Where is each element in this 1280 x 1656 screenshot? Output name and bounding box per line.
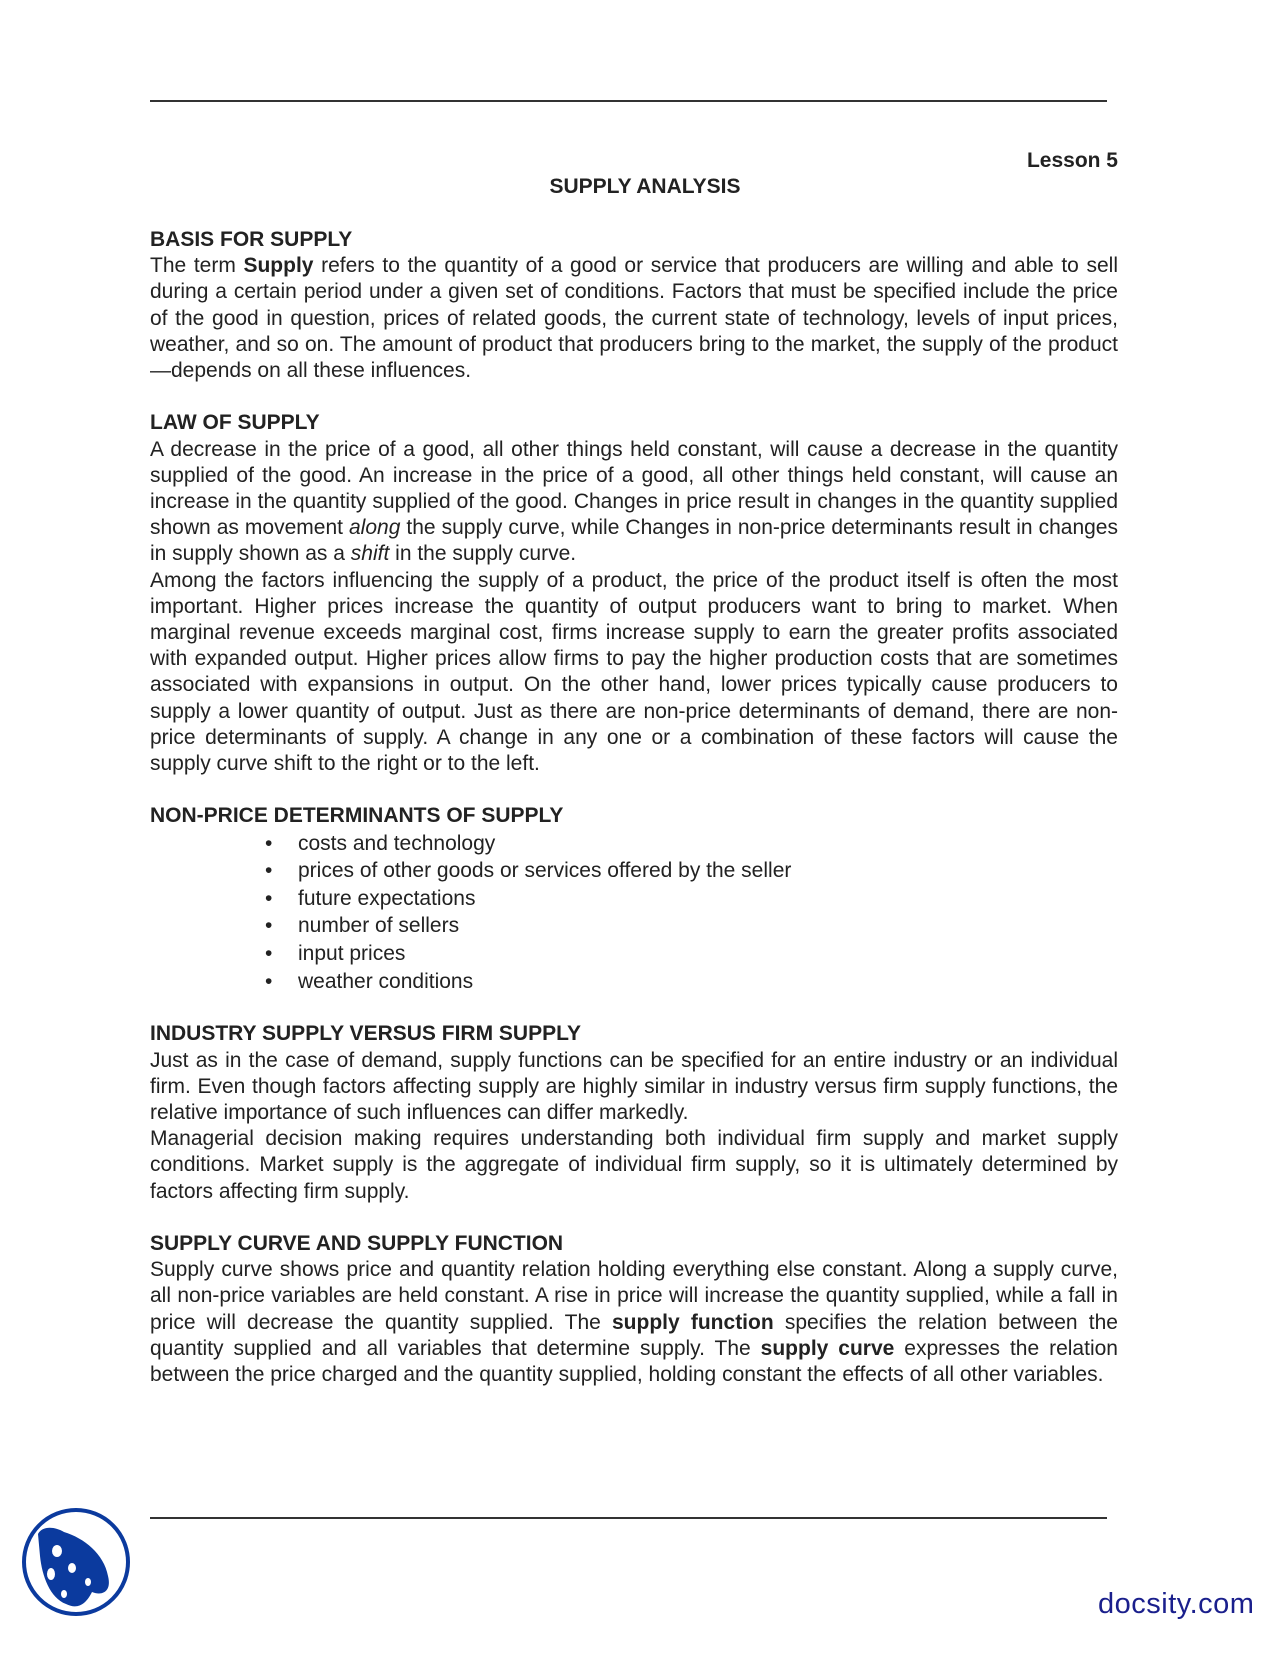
section-heading: SUPPLY CURVE AND SUPPLY FUNCTION xyxy=(150,1232,564,1255)
paragraph xyxy=(150,1257,1118,1388)
top-rule xyxy=(150,100,1107,102)
paragraph xyxy=(150,437,1118,568)
section-heading: BASIS FOR SUPPLY xyxy=(150,228,353,251)
text: in the supply curve. xyxy=(389,542,577,566)
bottom-rule xyxy=(150,1517,1107,1519)
text: specifies the relation between the quantity supplied and all variables that determine supply. The xyxy=(150,1310,1118,1360)
section-heading: LAW OF SUPPLY xyxy=(150,411,320,435)
page-title: SUPPLY ANALYSIS xyxy=(549,175,741,198)
list-item xyxy=(150,912,1118,940)
list-item-text: weather conditions xyxy=(298,969,474,993)
bold-term: supply curve xyxy=(760,1336,895,1360)
paragraph xyxy=(150,253,1118,384)
list-item xyxy=(150,857,1118,885)
list-item-text: costs and technology xyxy=(298,831,496,855)
bullet-icon: • xyxy=(265,859,273,883)
list-item-text: input prices xyxy=(298,942,406,966)
list-item-text: number of sellers xyxy=(298,914,460,938)
paragraph: Managerial decision making requires understanding both individual firm supply and market supply conditions. Market supply is the aggregate of individual firm supply, so it is ultimately determined by factors affecting firm supply. xyxy=(150,1127,1118,1203)
list-item-text: future expectations xyxy=(298,886,476,910)
lesson-number: Lesson 5 xyxy=(1026,149,1118,172)
paragraph: Among the factors influencing the supply of a product, the price of the product itself is often the most important. Higher prices increase the quantity of output producers want to bring to market. When marginal revenue exceeds marginal cost, firms increase supply to earn the greater profits associated with expanded output. Higher prices allow firms to pay the higher production costs that are sometimes associated with expansions in output. On the other hand, lower prices typically cause producers to supply a lower quantity of output. Just as there are non-price determinants of demand, there are non-price determinants of supply. A change in any one or a combination of these factors will cause the supply curve shift to the right or to the left. xyxy=(150,568,1118,776)
italic-term: along xyxy=(348,516,401,540)
bold-term: Supply xyxy=(243,254,314,278)
text: The term xyxy=(150,254,244,278)
list-item xyxy=(150,830,1118,858)
docsity-logo-icon[interactable] xyxy=(20,1506,132,1618)
list-item xyxy=(150,968,1118,996)
text: expresses the relation between the price charged and the quantity supplied, holding constant the effects of all other variables. xyxy=(150,1336,1118,1387)
section-heading: NON-PRICE DETERMINANTS OF SUPPLY xyxy=(150,804,564,828)
determinants-list xyxy=(150,830,1118,996)
list-item xyxy=(150,940,1118,968)
text: the supply curve, while Changes in non-price determinants result in changes in supply shown as a xyxy=(150,516,1118,566)
bullet-icon: • xyxy=(265,914,273,938)
docsity-brand-link[interactable]: docsity.com xyxy=(1098,1588,1255,1620)
text: A decrease in the price of a good, all other things held constant, will cause a decrease in the quantity supplied of the good. An increase in the price of a good, all other things held constant, will cause an increase in the quantity supplied of the good. Changes in price result in changes in the quantity supplied shown as movement xyxy=(150,437,1118,540)
list-item xyxy=(150,885,1118,913)
paragraph: Just as in the case of demand, supply functions can be specified for an entire industry or an individual firm. Even though factors affecting supply are highly similar in industry versus firm supply functions, the relative importance of such influences can differ markedly. xyxy=(150,1048,1118,1124)
section-heading: INDUSTRY SUPPLY VERSUS FIRM SUPPLY xyxy=(150,1022,582,1046)
italic-term: shift xyxy=(350,542,390,566)
bullet-icon: • xyxy=(265,942,273,966)
text: refers to the quantity of a good or service that producers are willing and able to sell during a certain period under a given set of conditions. Factors that must be specified include the price of the good in question, prices of related goods, the current state of technology, levels of input prices, weather, and so on. The amount of product that producers bring to the market, the supply of the product—depends on all these influences. xyxy=(150,254,1119,383)
text: Supply curve shows price and quantity relation holding everything else constant. Along a supply curve, all non-price variables are held constant. A rise in price will increase the quantity supplied, while a fall in price will decrease the quantity supplied. The xyxy=(150,1258,1118,1334)
bullet-icon: • xyxy=(265,886,273,910)
bullet-icon: • xyxy=(265,831,273,855)
bullet-icon: • xyxy=(265,969,273,993)
list-item-text: prices of other goods or services offered by the seller xyxy=(298,859,792,883)
document-body xyxy=(150,227,1118,1388)
bold-term: supply function xyxy=(612,1310,774,1334)
